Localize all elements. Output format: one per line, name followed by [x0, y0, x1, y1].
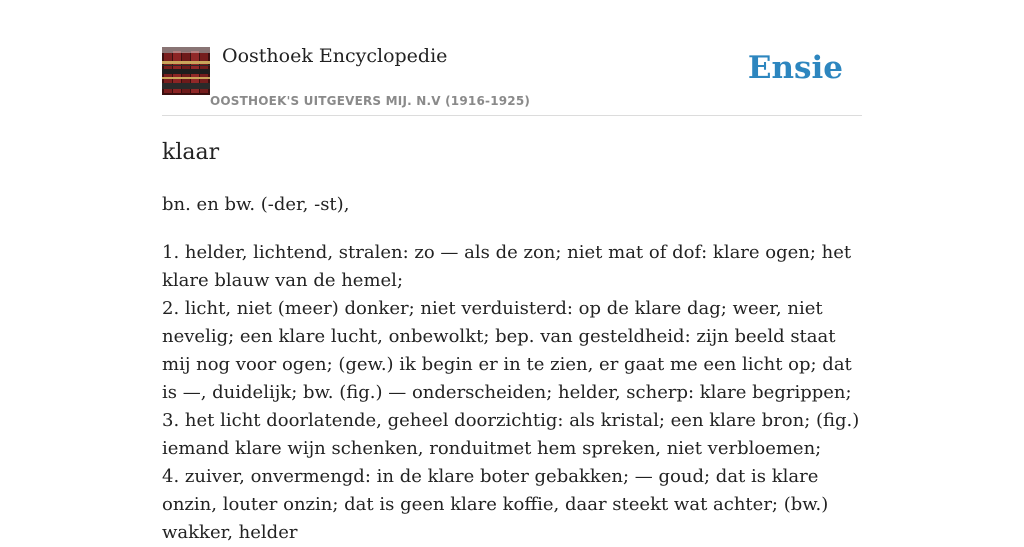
brand-logo-link[interactable]: Ensie — [747, 50, 843, 86]
entry-headword: klaar — [162, 140, 220, 165]
source-title[interactable]: Oosthoek Encyclopedie — [222, 45, 448, 67]
definition-sense: 3. het licht doorlatende, geheel doorzichtig: als kristal; een klare bron; (fig.) iemand klare wijn schenken, ronduitmet hem spreken, niet verbloemen; — [162, 410, 860, 459]
avatar[interactable] — [162, 47, 210, 95]
definition-sense: 4. zuiver, onvermengd: in de klare boter gebakken; — goud; dat is klare onzin, louter onzin; dat is geen klare koffie, daar steekt wat achter; (bw.) wakker, helder — [162, 466, 829, 543]
entry-grammar: bn. en bw. (-der, -st), — [162, 194, 350, 215]
definition-sense: 2. licht, niet (meer) donker; niet verduisterd: op de klare dag; weer, niet nevelig; een klare lucht, onbewolkt; bep. van gesteldheid: zijn beeld staat mij nog voor ogen; (gew.) ik begin er in te zien, er gaat me een licht op; dat is —, duidelijk; bw. (fig.) — onderscheiden; helder, scherp: klare begrippen; — [162, 298, 852, 403]
page-container — [162, 0, 862, 543]
entry-definition — [162, 239, 862, 547]
book-spines-icon — [162, 47, 210, 95]
source-subtitle: OOSTHOEK'S UITGEVERS MIJ. N.V (1916-1925) — [210, 94, 531, 108]
definition-sense: 1. helder, lichtend, stralen: zo — als de zon; niet mat of dof: klare ogen; het klare blauw van de hemel; — [162, 242, 852, 291]
source-header — [162, 0, 862, 116]
